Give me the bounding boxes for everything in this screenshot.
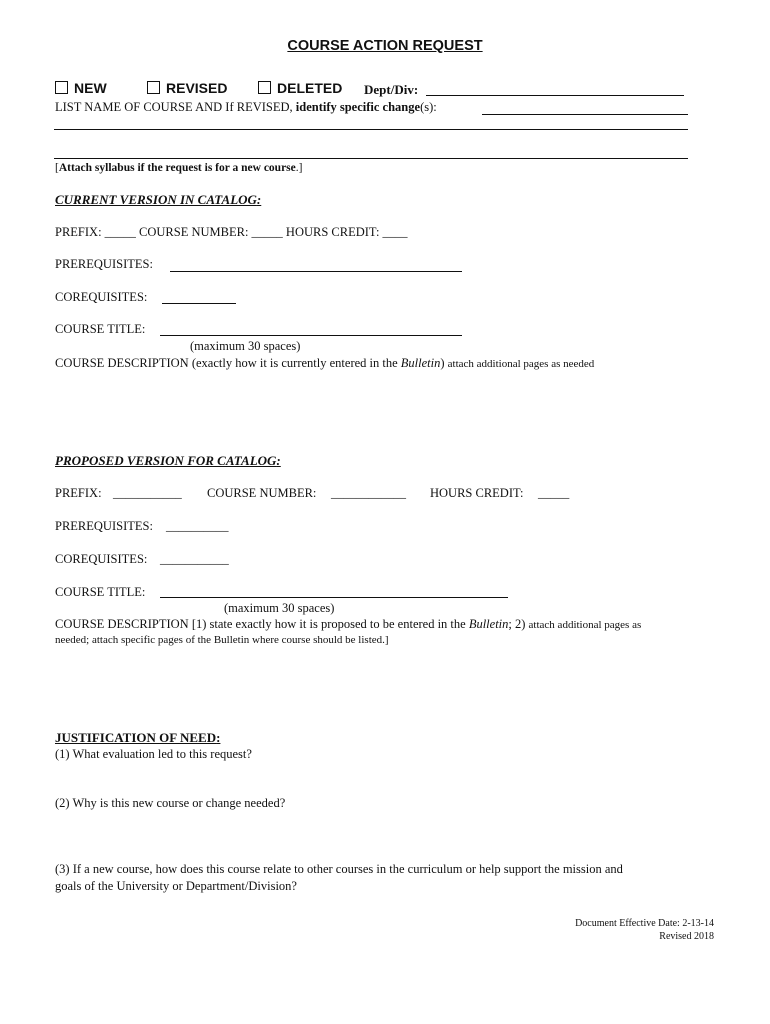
current-version-heading: CURRENT VERSION IN CATALOG: (55, 192, 262, 207)
proposed-corequisites-field[interactable]: ___________ (160, 552, 229, 566)
effective-date: Document Effective Date: 2-13-14 (575, 918, 714, 929)
proposed-corequisites-label: COREQUISITES: (55, 552, 148, 566)
footer (575, 917, 714, 943)
dept-div-label: Dept/Div: (364, 82, 419, 97)
attach-syllabus-note: [Attach syllabus if the request is for a new course.] (55, 162, 303, 174)
proposed-hours-credit-label: HOURS CREDIT: (430, 486, 524, 500)
deleted-checkbox[interactable] (258, 81, 271, 94)
list-name-line (55, 100, 437, 115)
proposed-course-number-field[interactable]: ____________ (331, 486, 406, 500)
proposed-course-description-1: COURSE DESCRIPTION [1) state exactly how it is proposed to be entered in the Bulletin; 2) attach additional pages as (55, 617, 642, 631)
proposed-prefix-field[interactable]: ___________ (113, 486, 182, 500)
justification-q1: (1) What evaluation led to this request? (55, 747, 252, 761)
revised-checkbox[interactable] (147, 81, 160, 94)
proposed-prerequisites-field[interactable]: __________ (166, 519, 229, 533)
current-course-title-label: COURSE TITLE: (55, 322, 146, 336)
current-course-title-field[interactable] (160, 335, 462, 336)
current-corequisites-field[interactable] (162, 303, 236, 304)
current-prerequisites-field[interactable] (170, 271, 462, 272)
list-name-label: LIST NAME OF COURSE AND If REVISED, (55, 100, 293, 114)
dept-div-field[interactable] (426, 95, 684, 96)
proposed-version-heading: PROPOSED VERSION FOR CATALOG: (55, 453, 281, 468)
justification-q3-line1: (3) If a new course, how does this course relate to other courses in the curriculum or help support the mission and (55, 862, 623, 876)
form-title: COURSE ACTION REQUEST (287, 38, 483, 54)
current-prerequisites-label: PREREQUISITES: (55, 257, 153, 271)
justification-q2: (2) Why is this new course or change needed? (55, 796, 286, 810)
proposed-course-description-2: needed; attach specific pages of the Bulletin where course should be listed.] (55, 634, 389, 646)
current-course-description: COURSE DESCRIPTION (exactly how it is currently entered in the Bulletin) attach additional pages as needed (55, 356, 595, 370)
justification-heading: JUSTIFICATION OF NEED: (55, 730, 221, 745)
option-revised-label: REVISED (166, 80, 228, 96)
option-deleted-label: DELETED (277, 80, 343, 96)
proposed-prerequisites-label: PREREQUISITES: (55, 519, 153, 533)
proposed-course-title-field[interactable] (160, 597, 508, 598)
list-name-suffix: (s): (420, 100, 437, 114)
revised-date: Revised 2018 (659, 931, 714, 942)
current-desc-small: attach additional pages as needed (447, 358, 595, 370)
option-new-label: NEW (74, 80, 107, 96)
proposed-prefix-label: PREFIX: (55, 486, 102, 500)
course-name-line-1[interactable] (54, 129, 688, 130)
course-name-line-2[interactable] (54, 158, 688, 159)
new-checkbox[interactable] (55, 81, 68, 94)
current-bulletin: Bulletin (400, 356, 441, 370)
proposed-course-number-label: COURSE NUMBER: (207, 486, 317, 500)
current-prefix-line[interactable]: PREFIX: _____ COURSE NUMBER: _____ HOURS CREDIT: ____ (55, 225, 408, 239)
justification-q3-line2: goals of the University or Department/Division? (55, 879, 297, 893)
current-max-spaces: (maximum 30 spaces) (190, 339, 301, 353)
proposed-bulletin: Bulletin (468, 617, 509, 631)
option-deleted[interactable] (258, 80, 342, 97)
proposed-desc-small-1: attach additional pages as (528, 619, 642, 631)
list-name-field[interactable] (482, 114, 688, 115)
proposed-max-spaces: (maximum 30 spaces) (224, 601, 335, 615)
option-revised[interactable] (147, 80, 227, 97)
attach-note-bold: Attach syllabus if the request is for a new course (58, 162, 296, 174)
list-name-bold: identify specific change (295, 100, 421, 114)
option-new[interactable] (55, 80, 107, 97)
proposed-hours-credit-field[interactable]: _____ (538, 486, 570, 500)
current-corequisites-label: COREQUISITES: (55, 290, 148, 304)
proposed-course-title-label: COURSE TITLE: (55, 585, 146, 599)
